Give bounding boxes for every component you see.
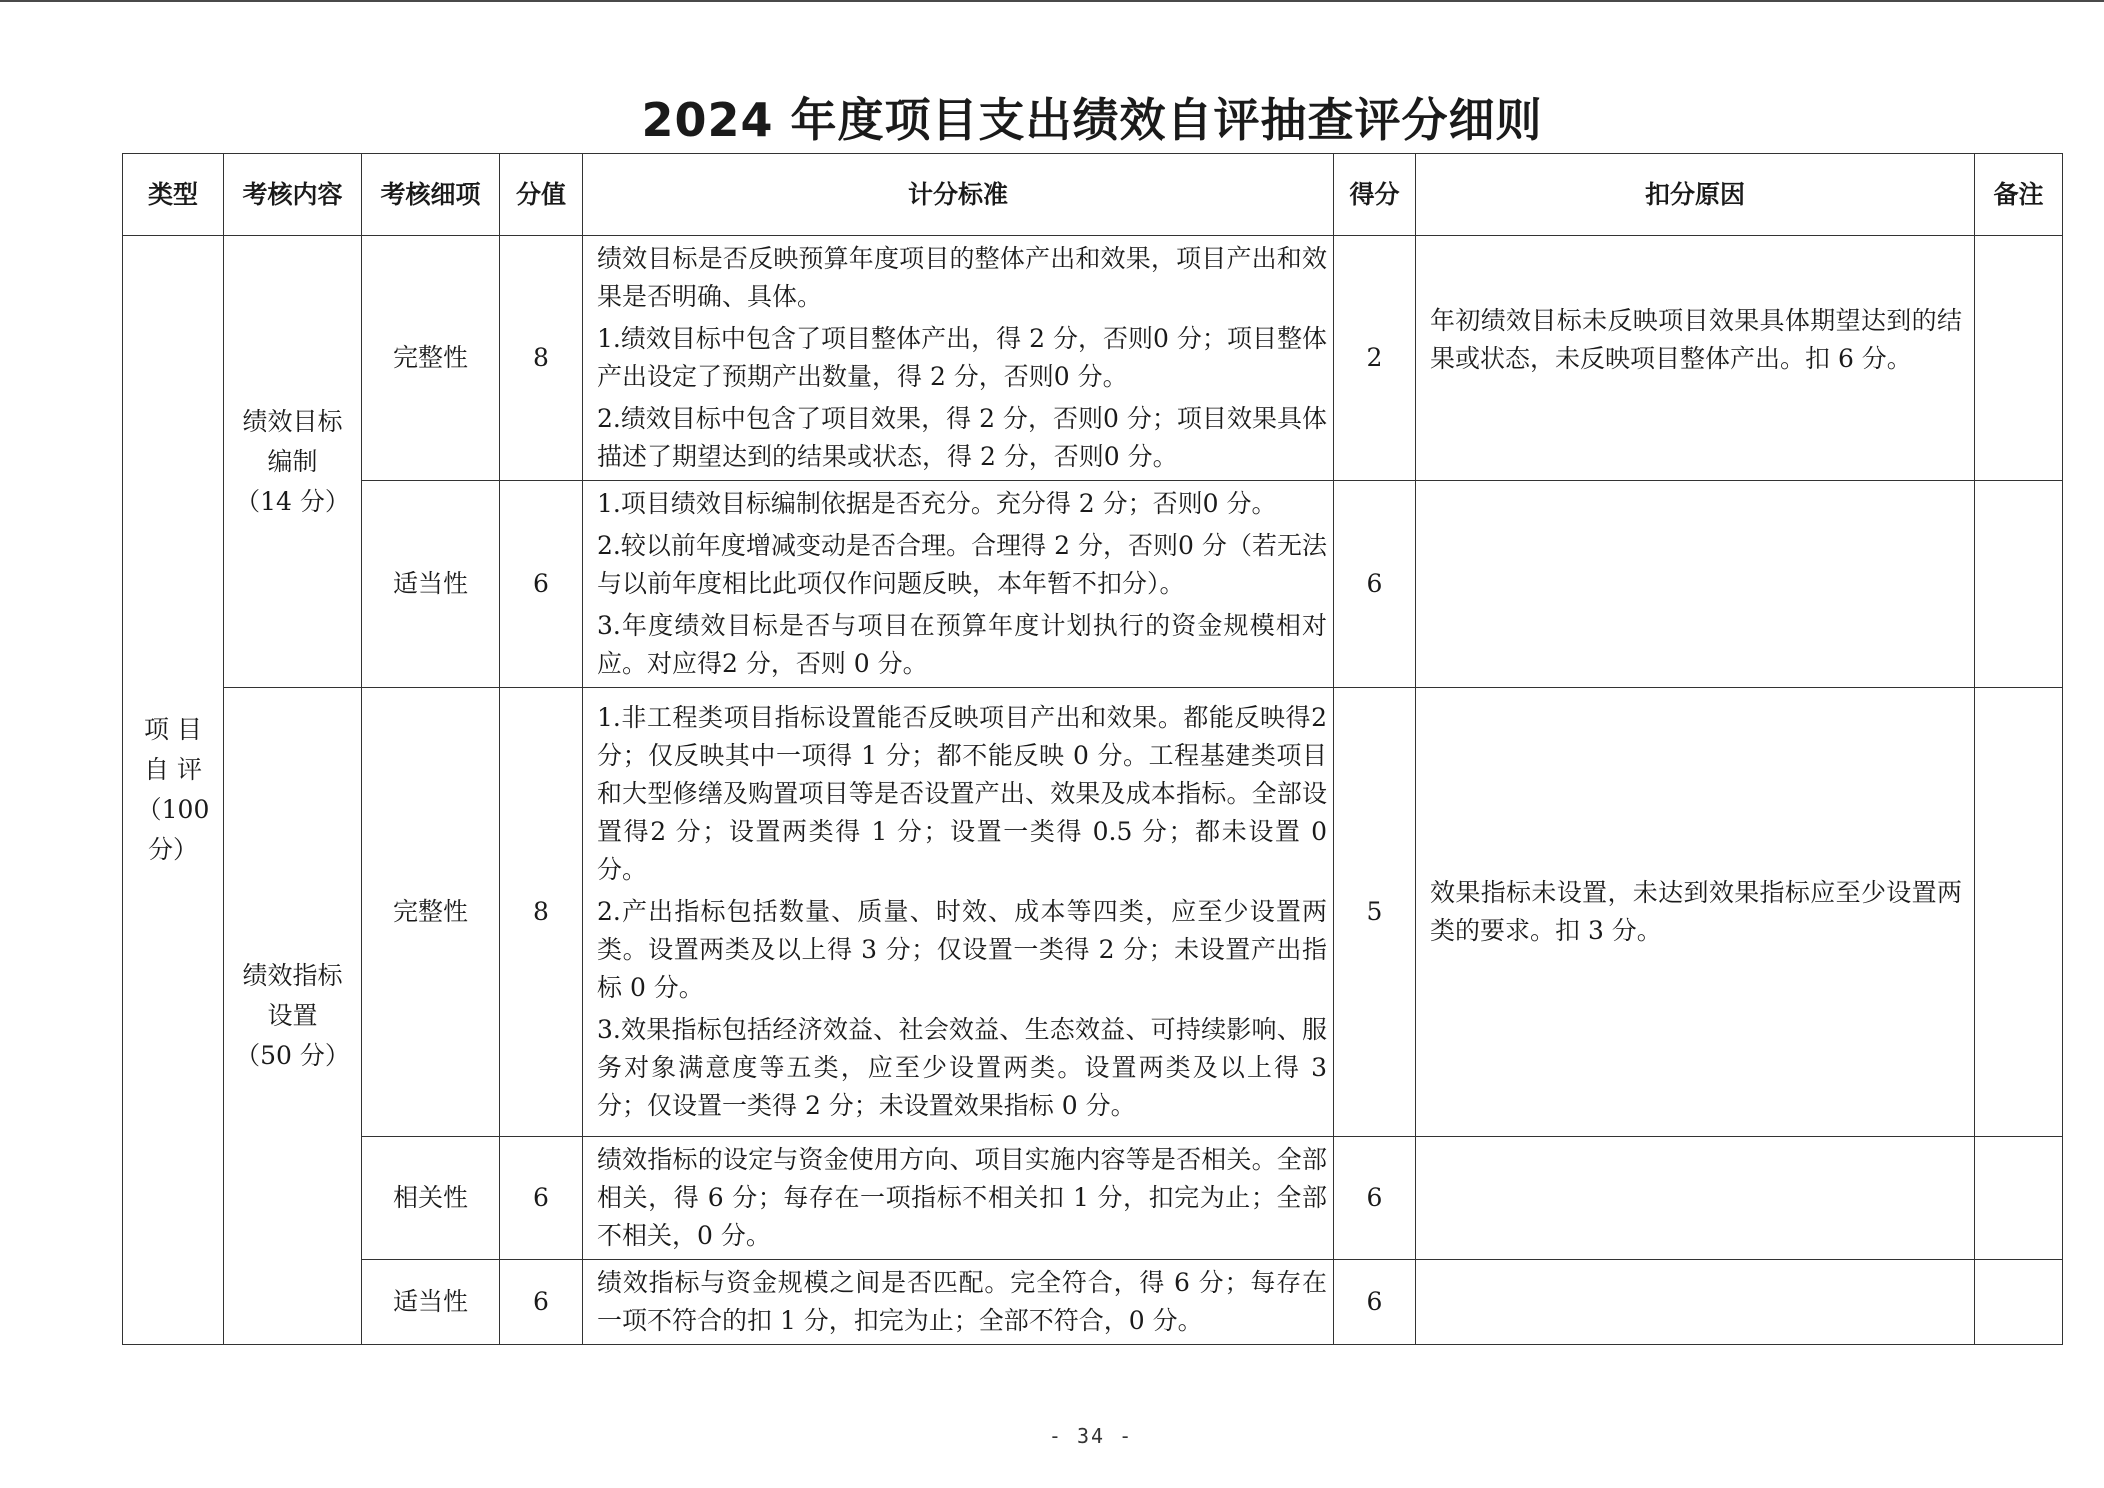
table-row [123, 481, 2063, 688]
points-cell: 6 [500, 481, 583, 688]
header-points: 分值 [500, 154, 583, 236]
points-cell: 6 [500, 1260, 583, 1345]
item-cell: 适当性 [362, 481, 500, 688]
note-cell [1975, 1137, 2063, 1260]
scoring-table [122, 153, 2063, 1345]
document-title: 2024 年度项目支出绩效自评抽查评分细则 [641, 93, 1543, 147]
score-cell: 2 [1334, 236, 1416, 481]
score-cell: 6 [1334, 1137, 1416, 1260]
content-cell-indicator-setting: 绩效指标 设置 （50 分） [224, 688, 362, 1345]
score-cell: 5 [1334, 688, 1416, 1137]
points-cell: 8 [500, 236, 583, 481]
item-cell: 完整性 [362, 236, 500, 481]
table-row [123, 1137, 2063, 1260]
note-cell [1975, 236, 2063, 481]
criteria-cell: 绩效指标的设定与资金使用方向、项目实施内容等是否相关。全部相关，得 6 分；每存在一项指标不相关扣 1 分，扣完为止；全部不相关，0 分。 [583, 1137, 1334, 1260]
score-cell: 6 [1334, 1260, 1416, 1345]
note-cell [1975, 1260, 2063, 1345]
reason-cell [1416, 1137, 1975, 1260]
header-reason: 扣分原因 [1416, 154, 1975, 236]
header-item: 考核细项 [362, 154, 500, 236]
header-note: 备注 [1975, 154, 2063, 236]
points-cell: 6 [500, 1137, 583, 1260]
header-type: 类型 [123, 154, 224, 236]
top-border-rule [0, 0, 2104, 2]
criteria-cell: 1.非工程类项目指标设置能否反映项目产出和效果。都能反映得2 分；仅反映其中一项得 1 分；都不能反映 0 分。工程基建类项目和大型修缮及购置项目等是否设置产出、效果及成本指标。全部设置得2 分；设置两类得 1 分；设置一类得 0.5 分；都未设置 0 分。 2.产出指标包括数量、质量、时效、成本等四类，应至少设置两类。设置两类及以上得 3 分；仅设置一类得 2 分；未设置产出指标 0 分。 3.效果指标包括经济效益、社会效益、生态效益、可持续影响、服务对象满意度等五类，应至少设置两类。设置两类及以上得 3 分；仅设置一类得 2 分；未设置效果指标 0 分。 [583, 688, 1334, 1137]
reason-cell [1416, 481, 1975, 688]
type-cell: 项 目 自 评 （100 分） [123, 236, 224, 1345]
reason-cell: 年初绩效目标未反映项目效果具体期望达到的结果或状态，未反映项目整体产出。扣 6 分。 [1416, 236, 1975, 481]
item-cell: 相关性 [362, 1137, 500, 1260]
criteria-cell: 1.项目绩效目标编制依据是否充分。充分得 2 分；否则0 分。 2.较以前年度增减变动是否合理。合理得 2 分，否则0 分（若无法与以前年度相比此项仅作问题反映，本年暂不扣分）。 3.年度绩效目标是否与项目在预算年度计划执行的资金规模相对应。对应得2 分，否则 0 分。 [583, 481, 1334, 688]
reason-cell: 效果指标未设置，未达到效果指标应至少设置两类的要求。扣 3 分。 [1416, 688, 1975, 1137]
points-cell: 8 [500, 688, 583, 1137]
page-number: - 34 - [1048, 1424, 1134, 1448]
header-row [123, 154, 2063, 236]
header-score: 得分 [1334, 154, 1416, 236]
header-criteria: 计分标准 [583, 154, 1334, 236]
note-cell [1975, 688, 2063, 1137]
table-row [123, 688, 2063, 1137]
item-cell: 完整性 [362, 688, 500, 1137]
criteria-cell: 绩效目标是否反映预算年度项目的整体产出和效果，项目产出和效果是否明确、具体。 1.绩效目标中包含了项目整体产出，得 2 分，否则0 分；项目整体产出设定了预期产出数量，得 2 分，否则0 分。 2.绩效目标中包含了项目效果，得 2 分，否则0 分；项目效果具体描述了期望达到的结果或状态，得 2 分，否则0 分。 [583, 236, 1334, 481]
score-cell: 6 [1334, 481, 1416, 688]
note-cell [1975, 481, 2063, 688]
content-cell-target-setting: 绩效目标 编制 （14 分） [224, 236, 362, 688]
item-cell: 适当性 [362, 1260, 500, 1345]
header-content: 考核内容 [224, 154, 362, 236]
table-row [123, 1260, 2063, 1345]
table-row [123, 236, 2063, 481]
criteria-cell: 绩效指标与资金规模之间是否匹配。完全符合，得 6 分；每存在一项不符合的扣 1 分，扣完为止；全部不符合，0 分。 [583, 1260, 1334, 1345]
reason-cell [1416, 1260, 1975, 1345]
